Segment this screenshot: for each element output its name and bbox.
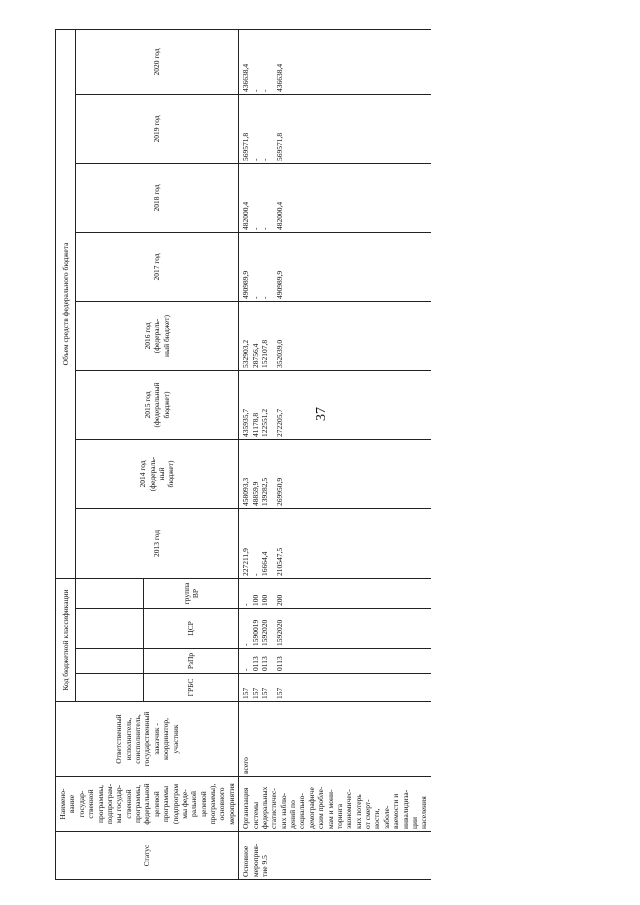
header-year-2018: 2018 год [76,163,239,232]
csr-value: 1592020 [259,619,269,646]
grbs-value: 157 [250,687,260,699]
vr-value: 100 [250,594,260,606]
row-value-2015 [239,370,431,439]
page-number: 37 [314,407,329,421]
csr-value: 1590019 [250,619,260,646]
amount: - [259,89,269,92]
table-row [239,29,431,879]
header-executor: Ответственный исполнитель, соисполнитель, государственный заказчик - координатор, участник [56,702,239,777]
header-code-rzpr: РзПр [144,649,239,674]
amount: 152107,8 [259,339,269,368]
vr-value: 100 [259,594,269,606]
amount: 16664,4 [259,551,269,576]
vr-value: 200 [275,594,285,606]
row-value-2014 [239,439,431,508]
amount: 210547,5 [275,547,285,576]
amount: 122551,2 [259,408,269,437]
amount-total: 532903,2 [241,339,251,368]
row-vr [239,578,431,608]
header-year-2015: 2015 год (федеральный бюджет) [76,370,239,439]
csr-value: 1592020 [275,619,285,646]
amount-total: 490989,9 [241,270,251,299]
amount: 41178,8 [250,412,260,437]
row-value-2019 [239,94,431,163]
amount: 352039,0 [275,339,285,368]
amount: - [250,296,260,299]
header-spacer [76,578,144,608]
header-year-2016: 2016 год (федераль- ный бюджет) [76,301,239,370]
header-spacer [76,609,144,649]
row-value-2018 [239,163,431,232]
amount: - [250,89,260,92]
row-value-2016 [239,301,431,370]
amount: 490989,9 [275,270,285,299]
amount-total: 435935,7 [241,408,251,437]
header-spacer [76,674,144,702]
row-rzpr [239,649,431,674]
row-name: Организация системы федеральных статистичес- ких наблю- дений по социально- демографиче ским пробле- мам и мони- торинга экономичес- ких потерь от смерт- ности, заболе- ваемости и инвалидиза- ции населения [239,777,431,832]
amount: - [259,296,269,299]
row-executor: всего [239,702,431,777]
row-value-2017 [239,232,431,301]
header-year-2019: 2019 год [76,94,239,163]
amount: - [259,158,269,161]
header-spacer [76,649,144,674]
header-code-vr: группа ВР [144,578,239,608]
csr-value: - [241,643,251,646]
amount: 569571,8 [275,132,285,161]
amount: 436638,4 [275,63,285,92]
row-value-2013 [239,508,431,578]
vr-value: - [241,603,251,606]
header-code-csr: ЦСР [144,609,239,649]
amount: 482000,4 [275,201,285,230]
row-status: Основное мероприя- тие 9.5 [239,832,431,880]
amount-total: 436638,4 [241,63,251,92]
header-year-2014: 2014 год (федераль- ный бюджет) [76,439,239,508]
header-status: Статус [56,832,239,880]
amount: 269950,9 [275,477,285,506]
amount: - [250,158,260,161]
rzpr-value: - [241,668,251,671]
amount-total: 227211,9 [241,548,251,576]
rzpr-value: 0113 [250,656,260,671]
amount: - [259,227,269,230]
row-value-2020 [239,29,431,94]
row-csr [239,609,431,649]
header-year-2017: 2017 год [76,232,239,301]
row-grbs [239,674,431,702]
grbs-value: 157 [241,687,251,699]
grbs-value: 157 [275,687,285,699]
amount: - [250,227,260,230]
amount-total: 458093,3 [241,477,251,506]
rotated-table-container [55,30,610,880]
header-year-2013: 2013 год [76,508,239,578]
header-funding-group: Объем средств федерального бюджета [56,29,76,578]
header-budget-code-group: Код бюджетной классификации [56,578,76,701]
budget-table [55,29,431,880]
header-year-2020: 2020 год [76,29,239,94]
amount: 272205,7 [275,408,285,437]
header-code-grbs: ГРБС [144,674,239,702]
amount: 139282,5 [259,477,269,506]
amount-total: 482000,4 [241,201,251,230]
amount-total: 569571,8 [241,132,251,161]
rzpr-value: 0113 [259,656,269,671]
amount: 48859,9 [250,481,260,506]
amount: 28756,4 [250,343,260,368]
rzpr-value: 0113 [275,656,285,671]
header-program-name: Наимено- вание государ- ственной программы, подпрограм- мы государ- ственной программы, федеральной целевой программы (подпрограм мы феде- ральной целевой программы), основного мероприятия [56,777,239,832]
amount: - [250,573,260,576]
grbs-value: 157 [259,687,269,699]
